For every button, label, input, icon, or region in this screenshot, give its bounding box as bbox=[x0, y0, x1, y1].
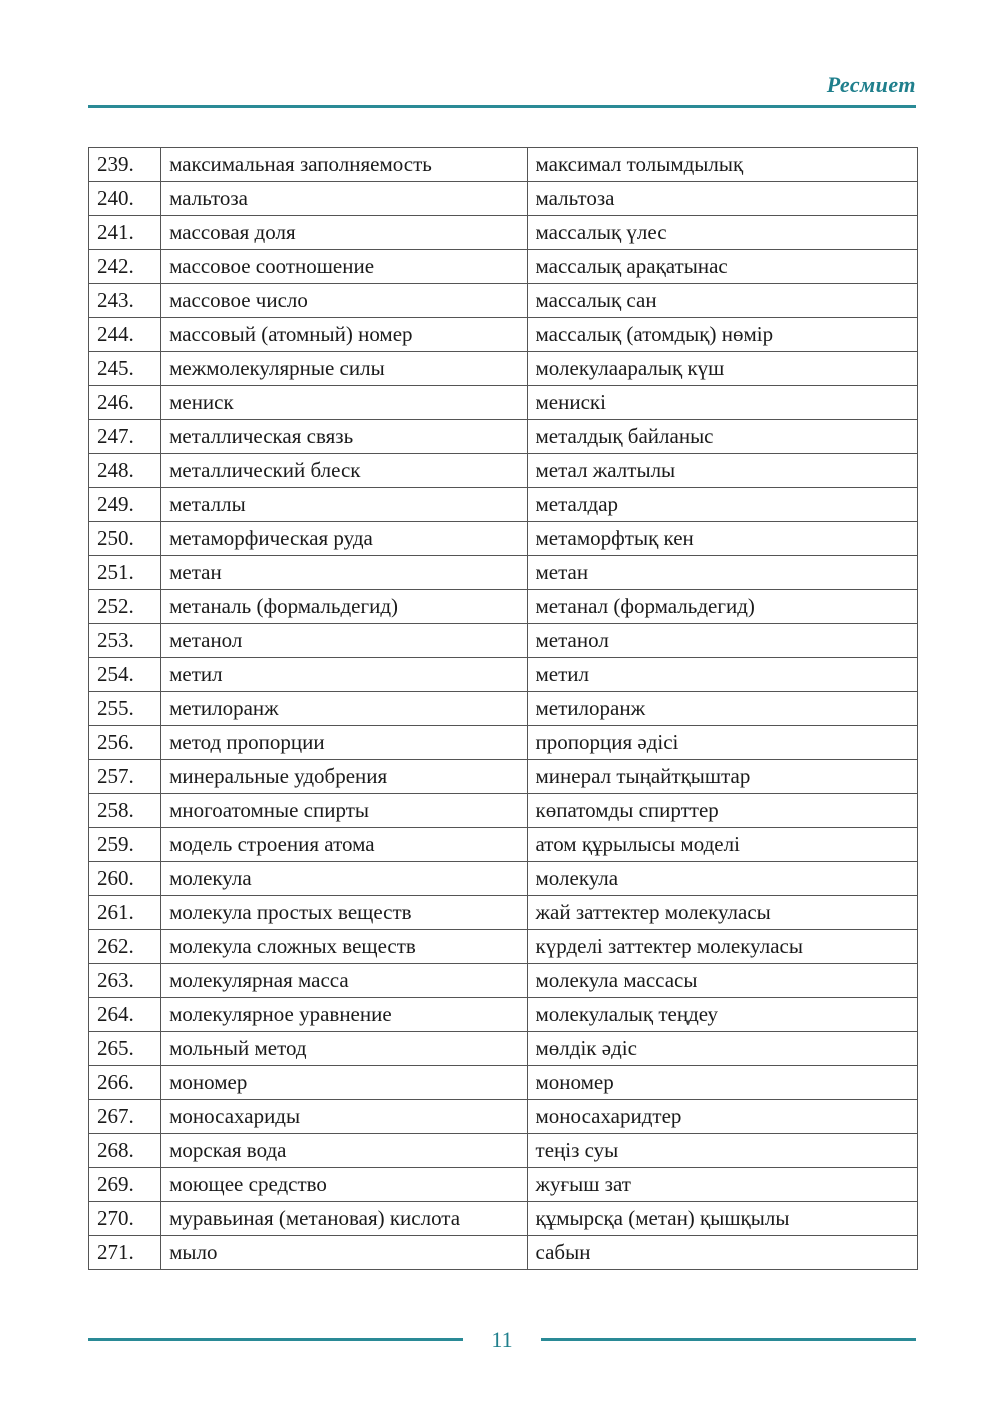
table-row bbox=[89, 216, 918, 250]
table-row bbox=[89, 658, 918, 692]
page-number: 11 bbox=[491, 1327, 513, 1352]
term-kazakh: метилоранж bbox=[527, 692, 917, 726]
term-number: 254. bbox=[89, 658, 161, 692]
term-russian: молекула bbox=[161, 862, 527, 896]
term-kazakh: метанал (формальдегид) bbox=[527, 590, 917, 624]
term-kazakh: менискі bbox=[527, 386, 917, 420]
table-row bbox=[89, 726, 918, 760]
term-kazakh: атом құрылысы моделі bbox=[527, 828, 917, 862]
term-kazakh: мальтоза bbox=[527, 182, 917, 216]
footer-divider-left bbox=[88, 1338, 463, 1341]
term-number: 256. bbox=[89, 726, 161, 760]
term-russian: массовый (атомный) номер bbox=[161, 318, 527, 352]
term-russian: металлический блеск bbox=[161, 454, 527, 488]
term-number: 264. bbox=[89, 998, 161, 1032]
table-row bbox=[89, 794, 918, 828]
table-row bbox=[89, 488, 918, 522]
term-russian: минеральные удобрения bbox=[161, 760, 527, 794]
term-number: 268. bbox=[89, 1134, 161, 1168]
table-row bbox=[89, 692, 918, 726]
term-kazakh: моносахаридтер bbox=[527, 1100, 917, 1134]
footer-divider-right bbox=[541, 1338, 916, 1341]
term-number: 258. bbox=[89, 794, 161, 828]
table-row bbox=[89, 1168, 918, 1202]
term-kazakh: көпатомды спирттер bbox=[527, 794, 917, 828]
term-russian: морская вода bbox=[161, 1134, 527, 1168]
term-number: 271. bbox=[89, 1236, 161, 1270]
term-number: 250. bbox=[89, 522, 161, 556]
term-russian: муравьиная (метановая) кислота bbox=[161, 1202, 527, 1236]
term-number: 262. bbox=[89, 930, 161, 964]
term-russian: метанол bbox=[161, 624, 527, 658]
term-number: 259. bbox=[89, 828, 161, 862]
term-kazakh: метаморфтық кен bbox=[527, 522, 917, 556]
table-row bbox=[89, 1032, 918, 1066]
term-number: 270. bbox=[89, 1202, 161, 1236]
term-kazakh: массалық сан bbox=[527, 284, 917, 318]
table-row bbox=[89, 624, 918, 658]
term-number: 246. bbox=[89, 386, 161, 420]
term-russian: мыло bbox=[161, 1236, 527, 1270]
term-kazakh: күрделі заттектер молекуласы bbox=[527, 930, 917, 964]
term-russian: метил bbox=[161, 658, 527, 692]
term-russian: массовая доля bbox=[161, 216, 527, 250]
term-kazakh: молекула массасы bbox=[527, 964, 917, 998]
term-russian: металлическая связь bbox=[161, 420, 527, 454]
table-row bbox=[89, 454, 918, 488]
table-row bbox=[89, 1134, 918, 1168]
term-number: 260. bbox=[89, 862, 161, 896]
term-kazakh: минерал тыңайтқыштар bbox=[527, 760, 917, 794]
table-row bbox=[89, 250, 918, 284]
term-kazakh: массалық үлес bbox=[527, 216, 917, 250]
glossary-table bbox=[88, 147, 918, 1270]
term-russian: многоатомные спирты bbox=[161, 794, 527, 828]
term-kazakh: металдар bbox=[527, 488, 917, 522]
table-row bbox=[89, 862, 918, 896]
term-number: 265. bbox=[89, 1032, 161, 1066]
table-row bbox=[89, 1202, 918, 1236]
term-kazakh: метанол bbox=[527, 624, 917, 658]
table-row bbox=[89, 896, 918, 930]
term-kazakh: теңіз суы bbox=[527, 1134, 917, 1168]
term-russian: мениск bbox=[161, 386, 527, 420]
table-row bbox=[89, 522, 918, 556]
term-number: 261. bbox=[89, 896, 161, 930]
term-russian: метаналь (формальдегид) bbox=[161, 590, 527, 624]
term-kazakh: массалық арақатынас bbox=[527, 250, 917, 284]
term-kazakh: молекулалық теңдеу bbox=[527, 998, 917, 1032]
term-russian: мальтоза bbox=[161, 182, 527, 216]
term-russian: молекула простых веществ bbox=[161, 896, 527, 930]
glossary-body bbox=[89, 148, 918, 1270]
table-row bbox=[89, 284, 918, 318]
table-row bbox=[89, 964, 918, 998]
term-russian: молекулярное уравнение bbox=[161, 998, 527, 1032]
term-kazakh: молекула bbox=[527, 862, 917, 896]
term-number: 269. bbox=[89, 1168, 161, 1202]
term-kazakh: метил bbox=[527, 658, 917, 692]
term-russian: моносахариды bbox=[161, 1100, 527, 1134]
table-row bbox=[89, 930, 918, 964]
term-number: 243. bbox=[89, 284, 161, 318]
table-row bbox=[89, 1066, 918, 1100]
term-number: 267. bbox=[89, 1100, 161, 1134]
term-russian: метаморфическая руда bbox=[161, 522, 527, 556]
term-number: 244. bbox=[89, 318, 161, 352]
table-row bbox=[89, 148, 918, 182]
term-kazakh: мономер bbox=[527, 1066, 917, 1100]
header-divider bbox=[88, 105, 916, 108]
term-russian: моющее средство bbox=[161, 1168, 527, 1202]
term-kazakh: жуғыш зат bbox=[527, 1168, 917, 1202]
term-russian: метод пропорции bbox=[161, 726, 527, 760]
term-number: 252. bbox=[89, 590, 161, 624]
term-russian: массовое число bbox=[161, 284, 527, 318]
term-number: 240. bbox=[89, 182, 161, 216]
table-row bbox=[89, 182, 918, 216]
term-number: 257. bbox=[89, 760, 161, 794]
term-number: 247. bbox=[89, 420, 161, 454]
term-number: 245. bbox=[89, 352, 161, 386]
term-kazakh: пропорция әдісі bbox=[527, 726, 917, 760]
term-kazakh: максимал толымдылық bbox=[527, 148, 917, 182]
term-number: 263. bbox=[89, 964, 161, 998]
term-number: 242. bbox=[89, 250, 161, 284]
table-row bbox=[89, 590, 918, 624]
table-row bbox=[89, 352, 918, 386]
term-russian: массовое соотношение bbox=[161, 250, 527, 284]
term-russian: модель строения атома bbox=[161, 828, 527, 862]
term-kazakh: метан bbox=[527, 556, 917, 590]
term-kazakh: массалық (атомдық) нөмір bbox=[527, 318, 917, 352]
term-russian: молекула сложных веществ bbox=[161, 930, 527, 964]
term-kazakh: мөлдік әдіс bbox=[527, 1032, 917, 1066]
term-kazakh: құмырсқа (метан) қышқылы bbox=[527, 1202, 917, 1236]
table-row bbox=[89, 318, 918, 352]
term-russian: межмолекулярные силы bbox=[161, 352, 527, 386]
table-row bbox=[89, 386, 918, 420]
table-row bbox=[89, 828, 918, 862]
table-row bbox=[89, 1236, 918, 1270]
term-kazakh: метал жалтылы bbox=[527, 454, 917, 488]
section-title: Ресмиет bbox=[826, 72, 916, 97]
term-russian: молекулярная масса bbox=[161, 964, 527, 998]
table-row bbox=[89, 760, 918, 794]
table-row bbox=[89, 998, 918, 1032]
term-kazakh: жай заттектер молекуласы bbox=[527, 896, 917, 930]
term-kazakh: сабын bbox=[527, 1236, 917, 1270]
term-russian: мольный метод bbox=[161, 1032, 527, 1066]
table-row bbox=[89, 1100, 918, 1134]
term-russian: метилоранж bbox=[161, 692, 527, 726]
term-number: 255. bbox=[89, 692, 161, 726]
term-russian: максимальная заполняемость bbox=[161, 148, 527, 182]
table-row bbox=[89, 556, 918, 590]
term-russian: метан bbox=[161, 556, 527, 590]
term-russian: металлы bbox=[161, 488, 527, 522]
term-number: 266. bbox=[89, 1066, 161, 1100]
term-kazakh: металдық байланыс bbox=[527, 420, 917, 454]
term-number: 253. bbox=[89, 624, 161, 658]
term-kazakh: молекулааралық күш bbox=[527, 352, 917, 386]
term-number: 251. bbox=[89, 556, 161, 590]
term-number: 241. bbox=[89, 216, 161, 250]
term-russian: мономер bbox=[161, 1066, 527, 1100]
table-row bbox=[89, 420, 918, 454]
term-number: 239. bbox=[89, 148, 161, 182]
term-number: 249. bbox=[89, 488, 161, 522]
term-number: 248. bbox=[89, 454, 161, 488]
